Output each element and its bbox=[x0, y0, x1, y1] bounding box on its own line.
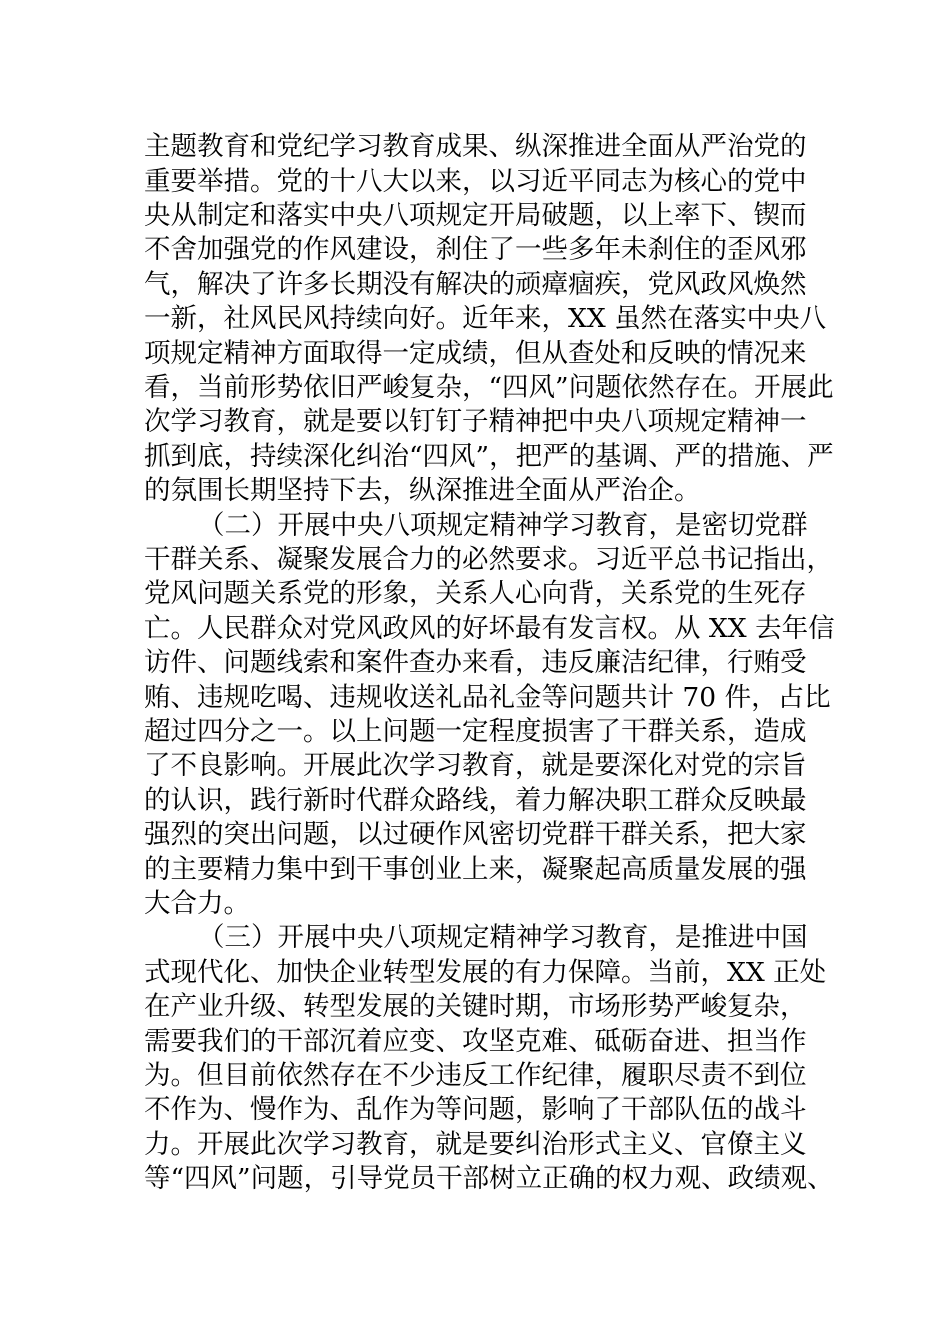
text-line: 亡。人民群众对党风政风的好坏最有发言权。从 XX 去年信 bbox=[144, 613, 835, 644]
text-line: 一新，社风民风持续向好。近年来，XX 虽然在落实中央八 bbox=[144, 303, 827, 334]
text-line: 的认识，践行新时代群众路线，着力解决职工群众反映最 bbox=[144, 785, 807, 816]
text-line: 了不良影响。开展此次学习教育，就是要深化对党的宗旨 bbox=[144, 750, 807, 781]
text-line: 为。但目前依然存在不少违反工作纪律，履职尽责不到位 bbox=[144, 1060, 807, 1091]
text-line: 强烈的突出问题，以过硬作风密切党群干群关系，把大家 bbox=[144, 819, 807, 850]
text-line: 的氛围长期坚持下去，纵深推进全面从严治企。 bbox=[144, 475, 701, 506]
text-line: 等“四风”问题，引导党员干部树立正确的权力观、政绩观、 bbox=[144, 1163, 834, 1194]
text-line: 次学习教育，就是要以钉钉子精神把中央八项规定精神一 bbox=[144, 406, 807, 437]
paragraph-heading-3: （三）开展中央八项规定精神学习教育，是推进中国 bbox=[198, 922, 808, 953]
text-line: 式现代化、加快企业转型发展的有力保障。当前，XX 正处 bbox=[144, 957, 827, 988]
text-line: 贿、违规吃喝、违规收送礼品礼金等问题共计 70 件，占比 bbox=[144, 682, 831, 713]
text-line: 超过四分之一。以上问题一定程度损害了干群关系，造成 bbox=[144, 716, 807, 747]
text-line: 党风问题关系党的形象，关系人心向背，关系党的生死存 bbox=[144, 578, 807, 609]
text-line: 大合力。 bbox=[144, 888, 250, 919]
text-line: 气，解决了许多长期没有解决的顽瘴痼疾，党风政风焕然 bbox=[144, 269, 807, 300]
paragraph-heading-2: （二）开展中央八项规定精神学习教育，是密切党群 bbox=[198, 510, 808, 541]
text-line: 央从制定和落实中央八项规定开局破题，以上率下、锲而 bbox=[144, 200, 807, 231]
text-line: 不作为、慢作为、乱作为等问题，影响了干部队伍的战斗 bbox=[144, 1094, 807, 1125]
text-line: 重要举措。党的十八大以来，以习近平同志为核心的党中 bbox=[144, 166, 807, 197]
text-line: 主题教育和党纪学习教育成果、纵深推进全面从严治党的 bbox=[144, 131, 807, 162]
text-line: 看，当前形势依旧严峻复杂，“四风”问题依然存在。开展此 bbox=[144, 372, 834, 403]
text-line: 不舍加强党的作风建设，刹住了一些多年未刹住的歪风邪 bbox=[144, 234, 807, 265]
text-line: 抓到底，持续深化纠治“四风”，把严的基调、严的措施、严 bbox=[144, 441, 834, 472]
text-line: 需要我们的干部沉着应变、攻坚克难、砥砺奋进、担当作 bbox=[144, 1026, 807, 1057]
text-line: 力。开展此次学习教育，就是要纠治形式主义、官僚主义 bbox=[144, 1129, 807, 1160]
text-line: 访件、问题线索和案件查办来看，违反廉洁纪律，行贿受 bbox=[144, 647, 807, 678]
text-line: 项规定精神方面取得一定成绩，但从查处和反映的情况来 bbox=[144, 338, 807, 369]
text-line: 的主要精力集中到干事创业上来，凝聚起高质量发展的强 bbox=[144, 854, 807, 885]
text-line: 在产业升级、转型发展的关键时期，市场形势严峻复杂， bbox=[144, 991, 807, 1022]
text-line: 干群关系、凝聚发展合力的必然要求。习近平总书记指出， bbox=[144, 544, 833, 575]
